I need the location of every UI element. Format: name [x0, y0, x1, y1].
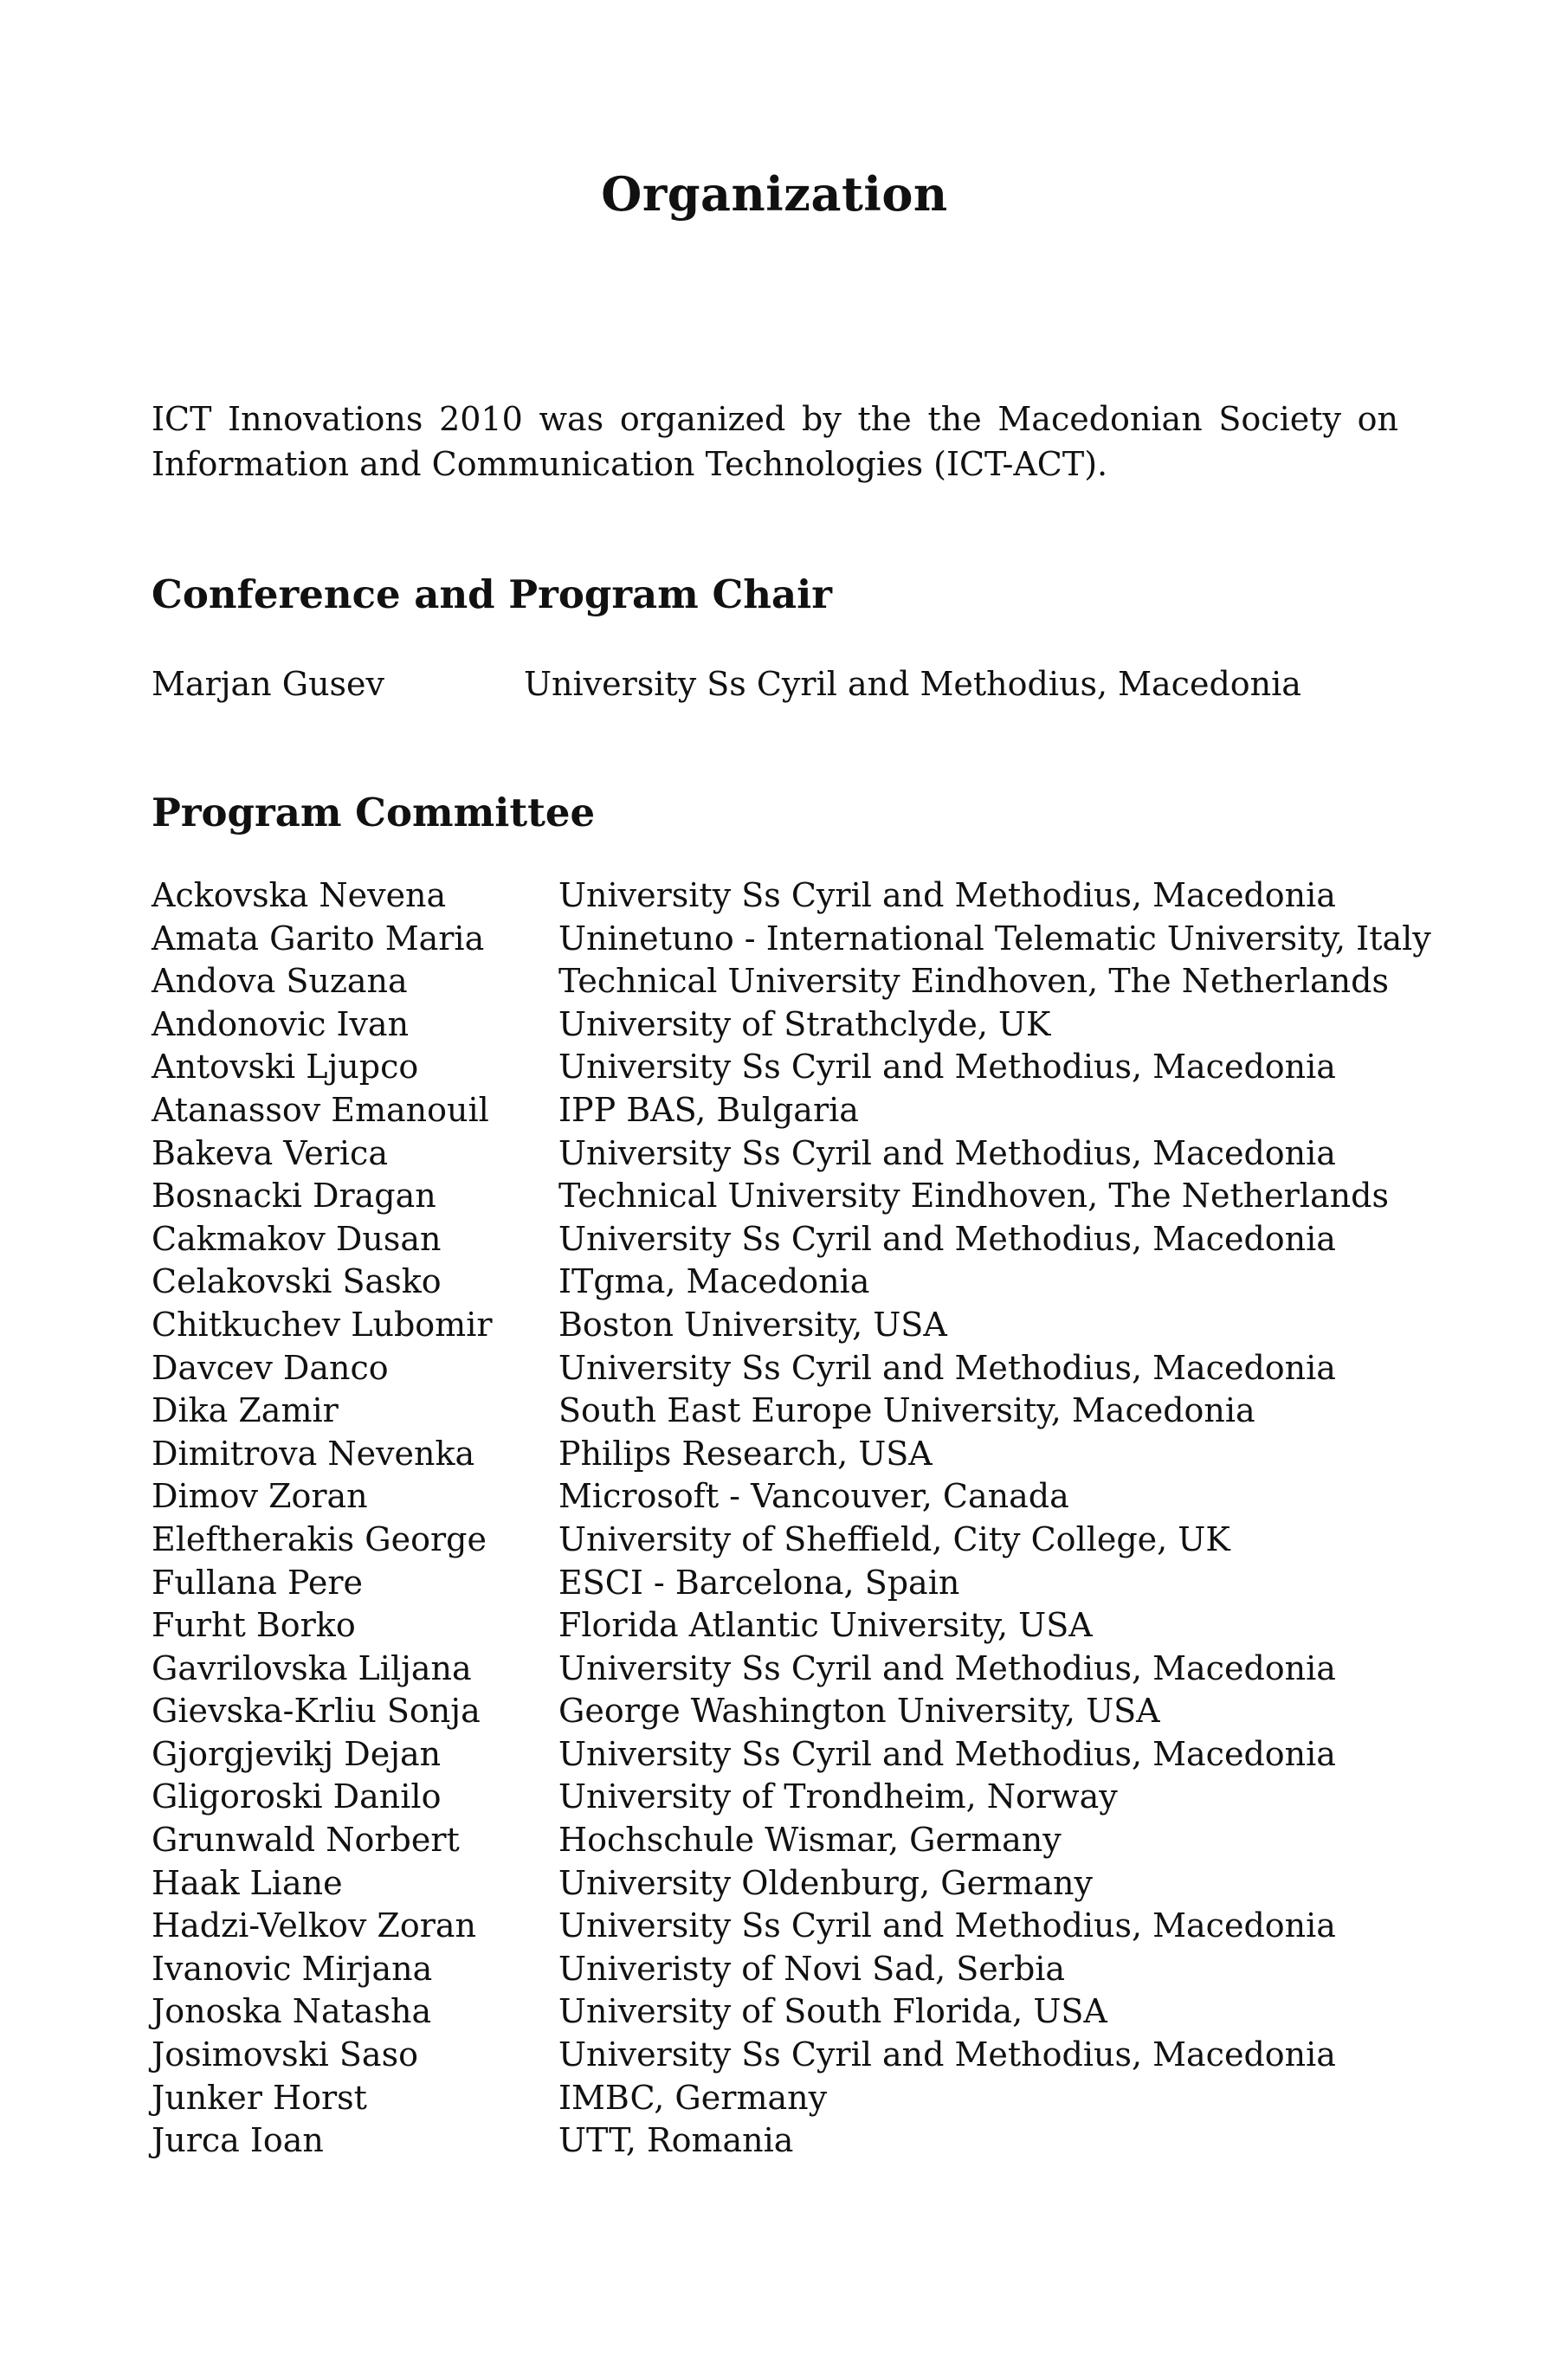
member-affiliation: University Oldenburg, Germany — [558, 1863, 1093, 1902]
member-name: Jurca Ioan — [152, 2121, 324, 2160]
member-name: Junker Horst — [152, 2078, 367, 2117]
committee-member-row — [152, 1862, 1398, 1906]
member-affiliation: Uninetuno - International Telematic University, Italy — [558, 919, 1431, 958]
member-name: Eleftherakis George — [152, 1519, 487, 1558]
chair-section-heading: Conference and Program Chair — [152, 571, 832, 617]
member-affiliation: IPP BAS, Bulgaria — [558, 1090, 859, 1129]
member-name: Dimov Zoran — [152, 1477, 368, 1516]
member-name: Dimitrova Nevenka — [152, 1434, 475, 1473]
member-affiliation: Florida Atlantic University, USA — [558, 1606, 1093, 1645]
committee-member-row — [152, 1003, 1398, 1047]
committee-member-row — [152, 1390, 1398, 1433]
member-name: Ivanovic Mirjana — [152, 1949, 433, 1988]
committee-member-row — [152, 2077, 1398, 2120]
committee-member-row — [152, 1132, 1398, 1176]
committee-member-row — [152, 874, 1398, 918]
member-affiliation: Technical University Eindhoven, The Netherlands — [558, 962, 1389, 1001]
member-affiliation: University of Sheffield, City College, UK — [558, 1519, 1230, 1558]
member-name: Hadzi-Velkov Zoran — [152, 1906, 476, 1945]
member-name: Chitkuchev Lubomir — [152, 1305, 493, 1344]
member-affiliation: University Ss Cyril and Methodius, Macedonia — [558, 1906, 1336, 1945]
member-affiliation: ESCI - Barcelona, Spain — [558, 1563, 960, 1602]
member-name: Fullana Pere — [152, 1563, 364, 1602]
member-name: Dika Zamir — [152, 1391, 339, 1430]
member-affiliation: Microsoft - Vancouver, Canada — [558, 1477, 1069, 1516]
member-name: Andova Suzana — [152, 962, 408, 1001]
member-affiliation: IMBC, Germany — [558, 2078, 828, 2117]
committee-member-row — [152, 2034, 1398, 2077]
member-name: Andonovic Ivan — [152, 1004, 410, 1043]
member-affiliation: University Ss Cyril and Methodius, Macedonia — [558, 1219, 1336, 1258]
committee-member-row — [152, 1519, 1398, 1562]
member-name: Atanassov Emanouil — [152, 1090, 489, 1129]
committee-member-row — [152, 1347, 1398, 1390]
member-name: Jonoska Natasha — [152, 1992, 432, 2031]
committee-member-row — [152, 1990, 1398, 2034]
member-affiliation: University of Strathclyde, UK — [558, 1004, 1051, 1043]
member-name: Josimovski Saso — [152, 2035, 418, 2074]
committee-member-row — [152, 1948, 1398, 1991]
committee-member-row — [152, 1089, 1398, 1132]
committee-member-row — [152, 1776, 1398, 1819]
intro-paragraph: ICT Innovations 2010 was organized by the the Macedonian Society on Information and Communication Technologies (ICT-ACT). — [152, 400, 1398, 483]
member-name: Grunwald Norbert — [152, 1821, 460, 1860]
committee-member-row — [152, 1905, 1398, 1948]
committee-member-row — [152, 2119, 1398, 2163]
committee-section-heading: Program Committee — [152, 790, 596, 835]
member-name: Davcev Danco — [152, 1348, 389, 1387]
member-affiliation: University Ss Cyril and Methodius, Macedonia — [558, 1048, 1336, 1087]
committee-member-row — [152, 1733, 1398, 1777]
member-affiliation: University of Trondheim, Norway — [558, 1777, 1118, 1816]
committee-member-row — [152, 1046, 1398, 1089]
member-name: Gligoroski Danilo — [152, 1777, 442, 1816]
committee-member-row — [152, 918, 1431, 961]
page-title: Organization — [601, 166, 948, 222]
member-name: Amata Garito Maria — [152, 919, 485, 958]
member-affiliation: University Ss Cyril and Methodius, Macedonia — [558, 2035, 1336, 2074]
member-affiliation: University Ss Cyril and Methodius, Macedonia — [558, 876, 1336, 914]
member-affiliation: ITgma, Macedonia — [558, 1262, 870, 1301]
committee-member-row — [152, 1690, 1398, 1733]
committee-member-row — [152, 960, 1398, 1003]
member-affiliation: Hochschule Wismar, Germany — [558, 1821, 1062, 1860]
member-name: Gjorgjevikj Dejan — [152, 1734, 442, 1773]
member-name: Gievska-Krliu Sonja — [152, 1692, 481, 1731]
member-affiliation: South East Europe University, Macedonia — [558, 1391, 1255, 1430]
member-affiliation: University Ss Cyril and Methodius, Macedonia — [558, 1348, 1336, 1387]
member-name: Ackovska Nevena — [152, 876, 447, 914]
member-name: Cakmakov Dusan — [152, 1219, 442, 1258]
member-name: Gavrilovska Liljana — [152, 1648, 472, 1687]
member-affiliation: UTT, Romania — [558, 2121, 794, 2160]
chair-affiliation: University Ss Cyril and Methodius, Macedonia — [524, 665, 1301, 703]
member-name: Haak Liane — [152, 1863, 343, 1902]
member-name: Bakeva Verica — [152, 1133, 388, 1172]
member-affiliation: Univeristy of Novi Sad, Serbia — [558, 1949, 1066, 1988]
committee-member-row — [152, 1562, 1398, 1605]
member-affiliation: University of South Florida, USA — [558, 1992, 1107, 2031]
committee-member-row — [152, 1175, 1398, 1218]
committee-member-row — [152, 1433, 1398, 1476]
member-affiliation: University Ss Cyril and Methodius, Macedonia — [558, 1648, 1336, 1687]
committee-member-row — [152, 1261, 1398, 1304]
committee-member-row — [152, 1475, 1398, 1519]
member-name: Bosnacki Dragan — [152, 1177, 436, 1216]
member-affiliation: Philips Research, USA — [558, 1434, 933, 1473]
member-affiliation: University Ss Cyril and Methodius, Macedonia — [558, 1133, 1336, 1172]
member-affiliation: Boston University, USA — [558, 1305, 947, 1344]
chair-name: Marjan Gusev — [152, 665, 385, 703]
member-affiliation: George Washington University, USA — [558, 1692, 1160, 1731]
committee-member-row — [152, 1304, 1398, 1347]
member-affiliation: Technical University Eindhoven, The Netherlands — [558, 1177, 1389, 1216]
committee-member-row — [152, 1604, 1398, 1648]
committee-member-row — [152, 1819, 1398, 1862]
member-affiliation: University Ss Cyril and Methodius, Macedonia — [558, 1734, 1336, 1773]
member-name: Furht Borko — [152, 1606, 356, 1645]
committee-member-row — [152, 1218, 1398, 1261]
member-name: Celakovski Sasko — [152, 1262, 442, 1301]
committee-member-row — [152, 1648, 1398, 1691]
member-name: Antovski Ljupco — [152, 1048, 419, 1087]
committee-list — [152, 874, 1431, 2163]
